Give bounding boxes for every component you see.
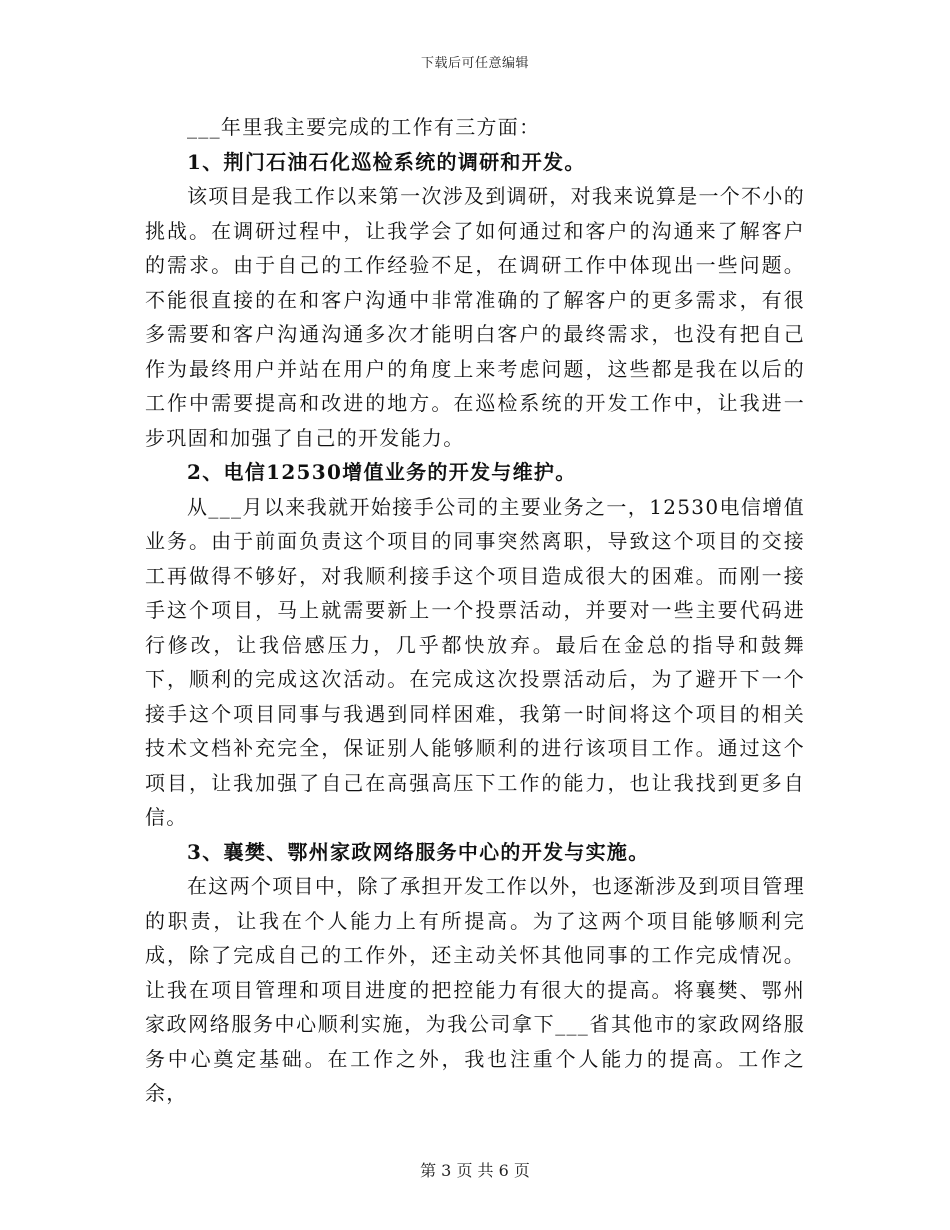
section-body-2: 从___月以来我就开始接手公司的主要业务之一，12530电信增值业务。由于前面负责这个项目的同事突然离职，导致这个项目的交接工再做得不够好，对我顺利接手这个项目造成很大的困难。而刚一接手这个项目，马上就需要新上一个投票活动，并要对一些主要代码进行修改，让我倍感压力，几乎都快放弃。最后在金总的指导和鼓舞下，顺利的完成这次活动。在完成这次投票活动后，为了避开下一个接手这个项目同事与我遇到同样困难，我第一时间将这个项目的相关技术文档补充完全，保证别人能够顺利的进行该项目工作。通过这个项目，让我加强了自己在高强高压下工作的能力，也让我找到更多自信。: [145, 494, 805, 829]
page-header: 下载后可任意编辑: [420, 56, 529, 71]
section-body-3: 在这两个项目中，除了承担开发工作以外，也逐渐涉及到项目管理的职责，让我在个人能力上有所提高。为了这两个项目能够顺利完成，除了完成自己的工作外，还主动关怀其他同事的工作完成情况。让我在项目管理和项目进度的把控能力有很大的提高。将襄樊、鄂州家政网络服务中心顺利实施，为我公司拿下___省其他市的家政网络服务中心奠定基础。在工作之外，我也注重个人能力的提高。工作之余，: [145, 874, 805, 1105]
section-heading-3: 3、襄樊、鄂州家政网络服务中心的开发与实施。: [187, 839, 650, 864]
section-heading-2: 2、电信12530增值业务的开发与维护。: [187, 460, 577, 484]
document-body: [145, 110, 805, 1111]
section-body-1: 该项目是我工作以来第一次涉及到调研，对我来说算是一个不小的挑战。在调研过程中，让我学会了如何通过和客户的沟通来了解客户的需求。由于自己的工作经验不足，在调研工作中体现出一些问题。不能很直接的在和客户沟通中非常准确的了解客户的更多需求，有很多需要和客户沟通沟通多次才能明白客户的最终需求，也没有把自己作为最终用户并站在用户的角度上来考虑问题，这些都是我在以后的工作中需要提高和改进的地方。在巡检系统的开发工作中，让我进一步巩固和加强了自己的开发能力。: [145, 184, 805, 450]
section-heading-1: 1、荆门石油石化巡检系统的调研和开发。: [187, 149, 586, 174]
page-footer: 第 3 页 共 6 页: [420, 1161, 530, 1180]
intro-paragraph: ___年里我主要完成的工作有三方面：: [187, 115, 541, 139]
